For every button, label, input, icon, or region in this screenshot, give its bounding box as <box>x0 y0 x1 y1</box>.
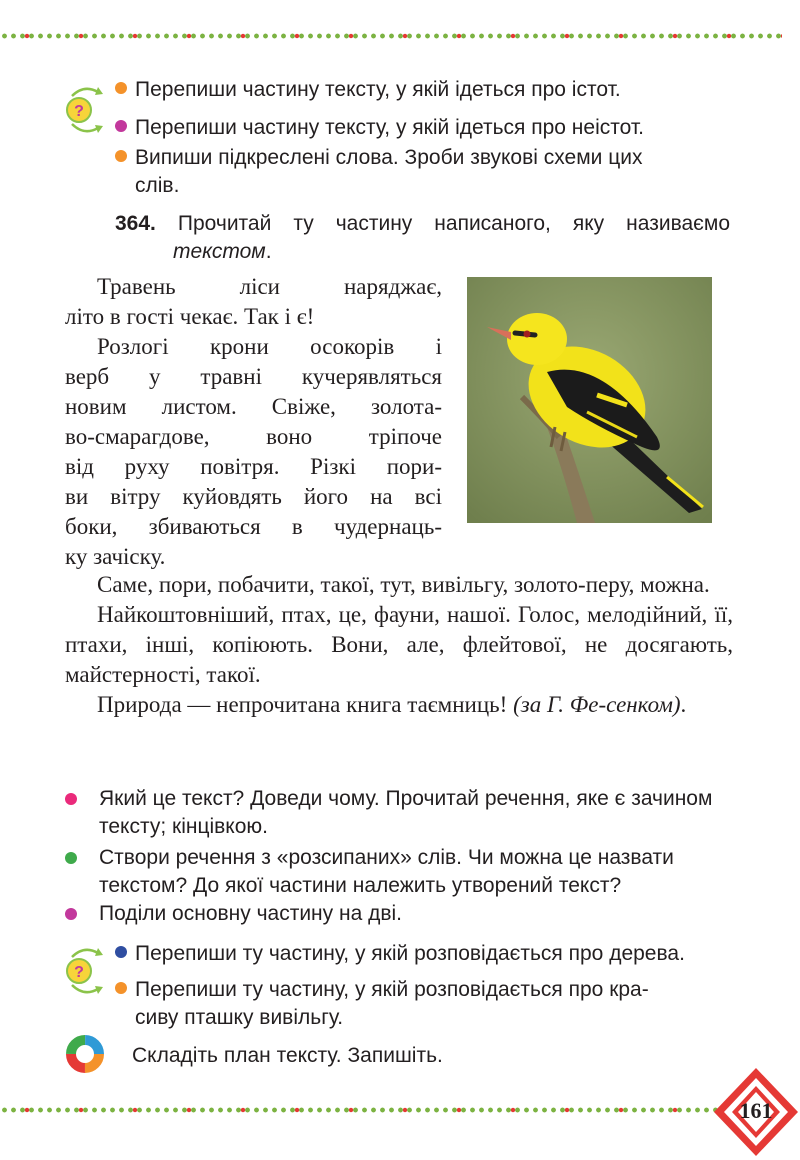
task-item: Перепиши частину тексту, у якій ідеться про істот. <box>115 76 621 104</box>
color-ring-icon <box>65 1034 105 1074</box>
exercise-heading: 364. Прочитай ту частину написаного, яку називаємо <box>115 212 730 235</box>
orange-bullet-icon <box>115 150 127 162</box>
exercise-heading-line2: текстом. <box>173 240 272 263</box>
top-ornament-border <box>0 30 782 42</box>
pink-bullet-icon <box>65 793 77 805</box>
text-body-full: Саме, пори, побачити, такої, тут, вивільгу, золото-перу, можна. Найкоштовніший, птах, це, фауни, нашої. Голос, мелодійний, її, птахи, інші, копіюють. Вони, але, флейтової, не досягають, майстерності, такої. Природа — непрочитана книга таємниць! (за Г. Фе-сенком). <box>65 570 733 720</box>
magenta-bullet-icon <box>115 120 127 132</box>
task-item-continuation: слів. <box>135 174 180 197</box>
question-cycle-icon <box>62 84 106 136</box>
text-ending: Природа — непрочитана книга таємниць! (за Г. Фе-сенком). <box>97 692 687 717</box>
task-item: Випиши підкреслені слова. Зроби звукові схеми цих <box>115 144 642 172</box>
question-item: Створи речення з «розсипаних» слів. Чи можна це назвати текстом? До якої частини належить утворений текст? <box>65 844 735 900</box>
question-item: Поділи основну частину на дві. <box>65 900 735 928</box>
question-cycle-icon <box>62 945 106 997</box>
orange-bullet-icon <box>115 82 127 94</box>
task-item: Перепиши частину тексту, у якій ідеться про неістот. <box>115 114 644 142</box>
magenta-bullet-icon <box>65 908 77 920</box>
green-bullet-icon <box>65 852 77 864</box>
oriole-photo <box>467 277 712 523</box>
author-reference: (за Г. Фе-сенком) <box>513 692 681 717</box>
exercise-number: 364. <box>115 212 156 235</box>
svg-text:?: ? <box>74 103 84 120</box>
text-body-left: Травень ліси наряджає, літо в гості чекає. Так і є! Розлогі крони осокорів і верб у травні кучерявляться новим листом. Свіже, золота- во-смарагдове, воно тріпоче від руху повітря. Різкі пори- ви вітру куйовдять його на всі боки, збиваються в чудернаць- ку зачіску. <box>65 274 442 569</box>
bottom-ornament-border <box>0 1104 720 1116</box>
task-item-continuation: сиву пташку вивільгу. <box>135 1006 344 1029</box>
task-item: Перепиши ту частину, у якій розповідається про кра- <box>115 976 649 1004</box>
final-task: Складіть план тексту. Запишіть. <box>132 1044 443 1067</box>
page-number-ornament <box>712 1066 800 1158</box>
blue-bullet-icon <box>115 946 127 958</box>
question-item: Який це текст? Доведи чому. Прочитай речення, яке є зачином тексту; кінцівкою. <box>65 785 735 841</box>
page-number: 161 <box>739 1098 773 1123</box>
task-item: Перепиши ту частину, у якій розповідається про дерева. <box>115 940 685 968</box>
orange-bullet-icon <box>115 982 127 994</box>
svg-text:?: ? <box>74 964 84 981</box>
